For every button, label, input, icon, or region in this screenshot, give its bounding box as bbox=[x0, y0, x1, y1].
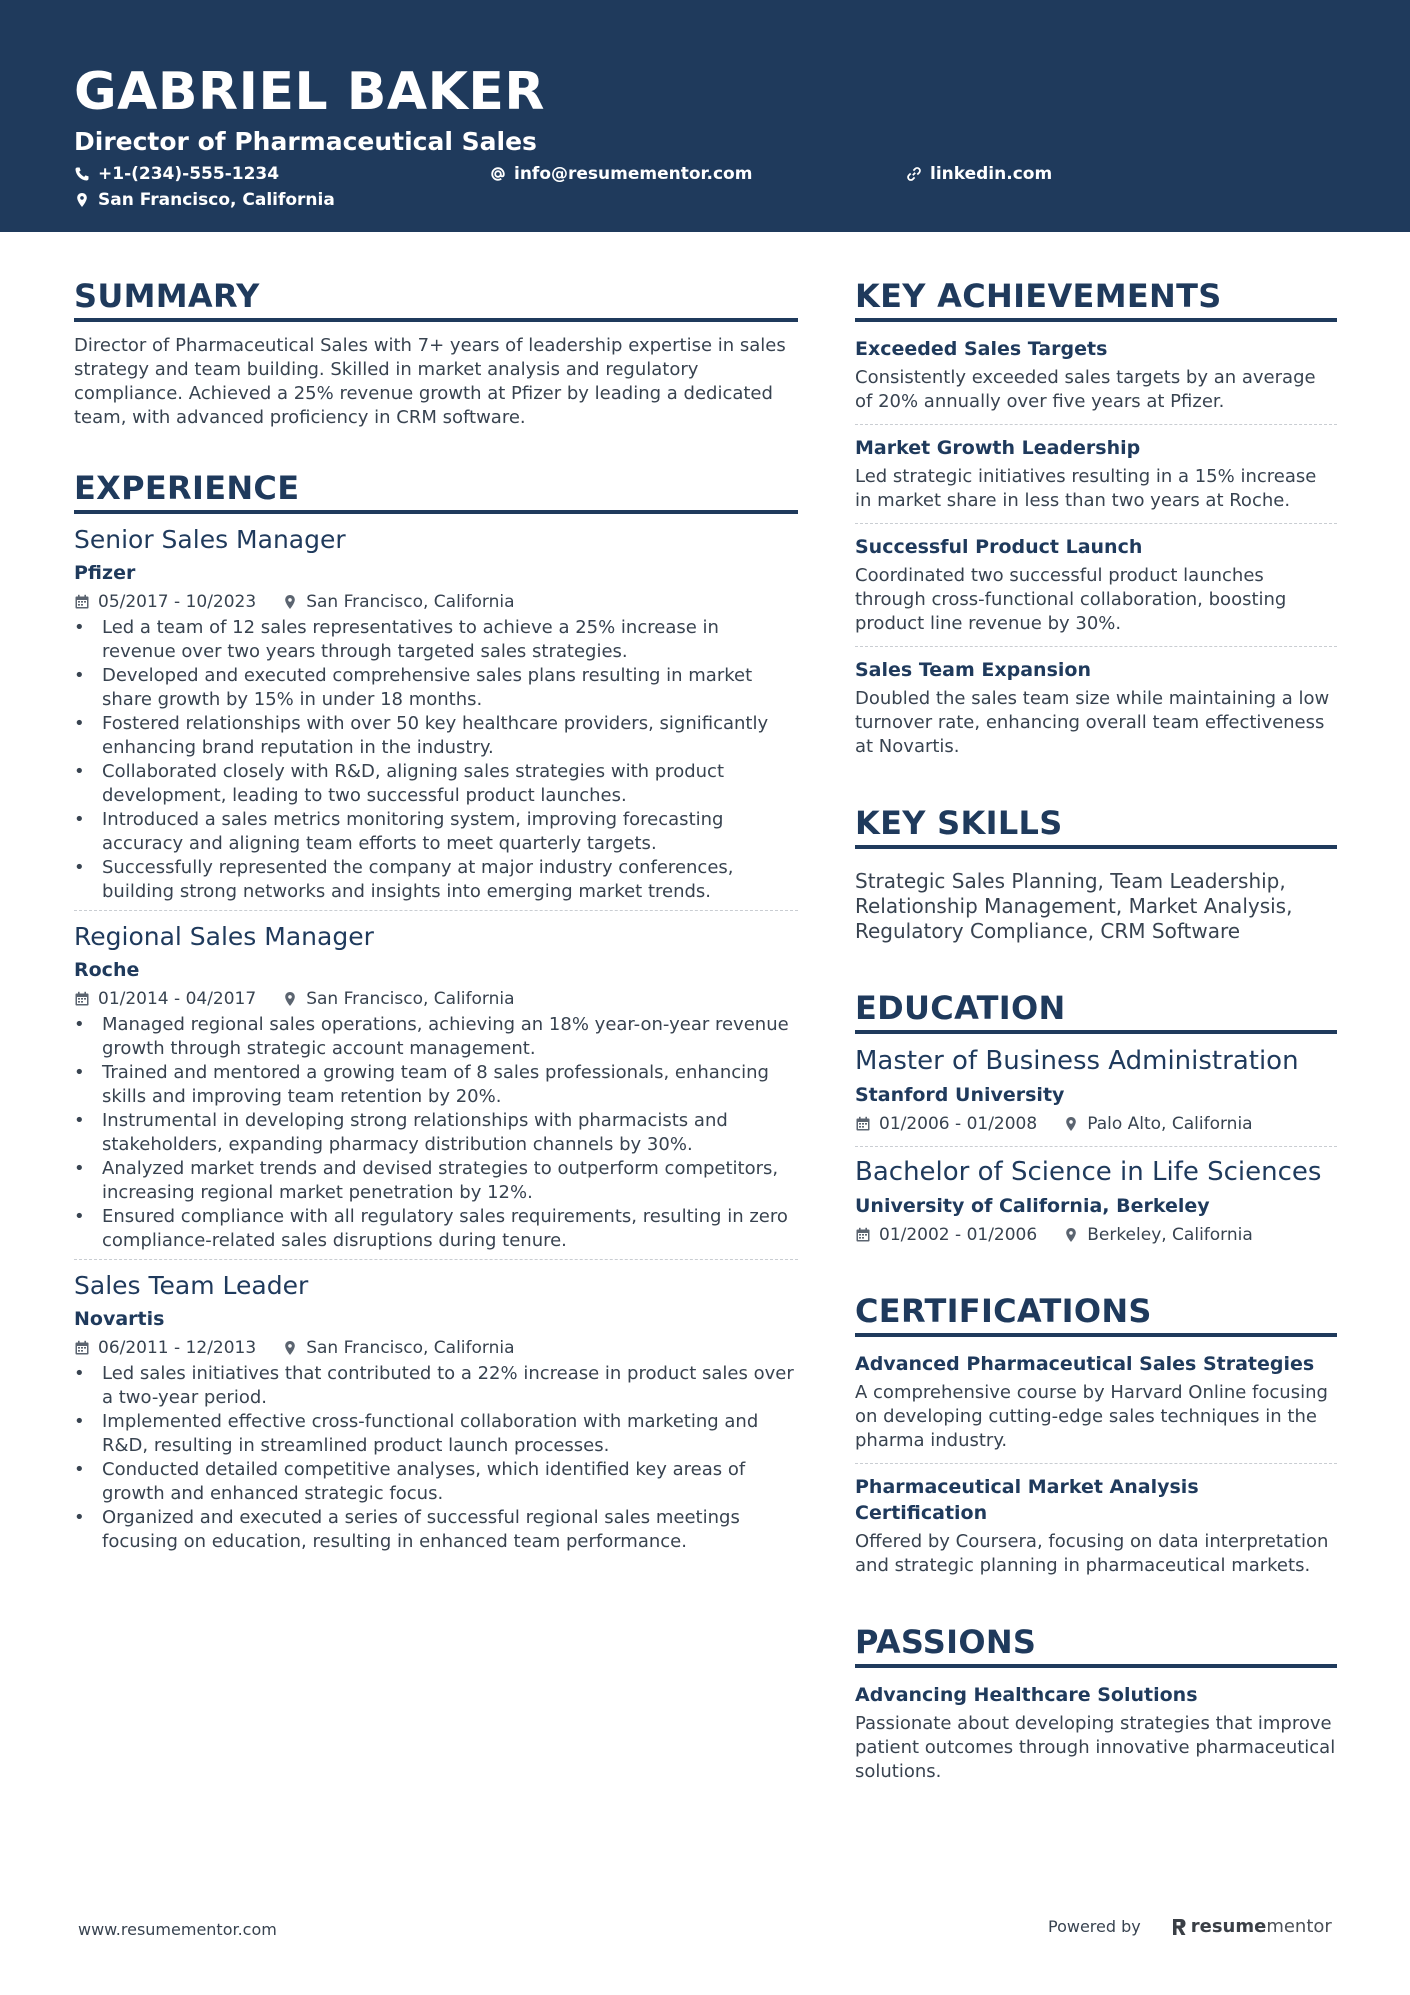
section-heading-skills: KEY SKILLS bbox=[855, 803, 1337, 849]
achievement-text: Consistently exceeded sales targets by an average of 20% annually over five years at Pfizer. bbox=[855, 367, 1316, 412]
candidate-name: GABRIEL BAKER bbox=[74, 62, 545, 122]
location-pin-icon bbox=[74, 192, 90, 208]
location-pin-icon bbox=[1063, 1227, 1079, 1243]
phone-icon bbox=[74, 166, 90, 182]
section-heading-education: EDUCATION bbox=[855, 988, 1337, 1034]
list-item: • Led sales initiatives that contributed to a 22% increase in product sales over a two-year period. bbox=[74, 1362, 798, 1410]
location-text: San Francisco, California bbox=[98, 190, 335, 210]
certification-item bbox=[855, 1470, 1337, 1588]
list-item: • Ensured compliance with all regulatory sales requirements, resulting in zero compliance-related sales disruptions during tenure. bbox=[74, 1205, 798, 1253]
list-item: • Managed regional sales operations, achieving an 18% year-on-year revenue growth through strategic account management. bbox=[74, 1013, 798, 1061]
candidate-title: Director of Pharmaceutical Sales bbox=[74, 127, 537, 156]
passion-text: Passionate about developing strategies that improve patient outcomes through innovative pharmaceutical solutions. bbox=[855, 1713, 1336, 1782]
list-item: • Trained and mentored a growing team of 8 sales professionals, enhancing skills and improving team retention by 20%. bbox=[74, 1061, 798, 1109]
education-section bbox=[855, 988, 1337, 1257]
right-column bbox=[855, 276, 1337, 1800]
company-name: Novartis bbox=[74, 1308, 165, 1330]
school-name: University of California, Berkeley bbox=[855, 1195, 1210, 1217]
company-name: Pfizer bbox=[74, 562, 136, 584]
section-heading-summary: SUMMARY bbox=[74, 276, 798, 322]
degree-title: Bachelor of Science in Life Sciences bbox=[855, 1157, 1322, 1187]
school-name: Stanford University bbox=[855, 1084, 1065, 1106]
summary-text: Director of Pharmaceutical Sales with 7+ years of leadership expertise in sales strategy and team building. Skilled in market analysis and regulatory compliance. Achieved a 25% revenue growth at Pfizer by leading a dedicated team, with advanced proficiency in CRM software. bbox=[74, 335, 786, 428]
achievement-text: Doubled the sales team size while maintaining a low turnover rate, enhancing overall team effectiveness at Novartis. bbox=[855, 688, 1330, 757]
certification-text: Offered by Coursera, focusing on data interpretation and strategic planning in pharmaceutical markets. bbox=[855, 1531, 1329, 1576]
achievement-text: Coordinated two successful product launches through cross-functional collaboration, boosting product line revenue by 30%. bbox=[855, 565, 1287, 634]
experience-item bbox=[74, 1270, 798, 1554]
location-pin-icon bbox=[1063, 1116, 1079, 1132]
passions-section bbox=[855, 1622, 1337, 1794]
resumementor-logo-icon bbox=[1171, 1917, 1187, 1937]
location-pin-icon bbox=[282, 594, 298, 610]
job-title: Regional Sales Manager bbox=[74, 922, 374, 951]
achievement-item bbox=[855, 653, 1337, 769]
list-item: • Conducted detailed competitive analyses, which identified key areas of growth and enhanced strategic focus. bbox=[74, 1458, 798, 1506]
degree-title: Master of Business Administration bbox=[855, 1046, 1299, 1076]
job-dates: 06/2011 - 12/2013 bbox=[98, 1338, 257, 1358]
education-item bbox=[855, 1155, 1337, 1257]
list-item: • Analyzed market trends and devised strategies to outperform competitors, increasing regional market penetration by 12%. bbox=[74, 1157, 798, 1205]
job-dates: 05/2017 - 10/2023 bbox=[98, 592, 257, 612]
certification-title: Advanced Pharmaceutical Sales Strategies bbox=[855, 1353, 1315, 1375]
footer-website[interactable]: www.resumementor.com bbox=[78, 1920, 277, 1939]
job-title: Senior Sales Manager bbox=[74, 525, 346, 554]
calendar-icon bbox=[855, 1116, 871, 1132]
section-heading-certifications: CERTIFICATIONS bbox=[855, 1291, 1337, 1337]
list-item: • Organized and executed a series of successful regional sales meetings focusing on education, resulting in enhanced team performance. bbox=[74, 1506, 798, 1554]
list-item: • Developed and executed comprehensive sales plans resulting in market share growth by 15% in under 18 months. bbox=[74, 664, 798, 712]
company-name: Roche bbox=[74, 959, 140, 981]
certification-item bbox=[855, 1347, 1337, 1464]
divider bbox=[74, 910, 798, 911]
education-item bbox=[855, 1044, 1337, 1147]
job-location: San Francisco, California bbox=[306, 592, 515, 612]
achievement-title: Sales Team Expansion bbox=[855, 659, 1091, 681]
calendar-icon bbox=[74, 991, 90, 1007]
achievement-item bbox=[855, 431, 1337, 524]
divider bbox=[74, 1259, 798, 1260]
job-location: San Francisco, California bbox=[306, 989, 515, 1009]
section-heading-experience: EXPERIENCE bbox=[74, 468, 798, 514]
job-dates: 01/2014 - 04/2017 bbox=[98, 989, 257, 1009]
brand-logo[interactable] bbox=[1171, 1916, 1332, 1937]
calendar-icon bbox=[74, 594, 90, 610]
job-bullets bbox=[74, 1013, 798, 1253]
certification-title: Pharmaceutical Market Analysis Certification bbox=[855, 1476, 1199, 1524]
education-dates: 01/2002 - 01/2006 bbox=[879, 1225, 1038, 1245]
contact-linkedin bbox=[906, 163, 1052, 185]
experience-item bbox=[74, 524, 798, 911]
list-item: • Instrumental in developing strong relationships with pharmacists and stakeholders, expanding pharmacy distribution channels by 30%. bbox=[74, 1109, 798, 1157]
achievement-text: Led strategic initiatives resulting in a 15% increase in market share in less than two years at Roche. bbox=[855, 466, 1317, 511]
achievement-title: Successful Product Launch bbox=[855, 536, 1143, 558]
section-heading-passions: PASSIONS bbox=[855, 1622, 1337, 1668]
linkedin-link[interactable]: linkedin.com bbox=[930, 164, 1053, 184]
education-dates: 01/2006 - 01/2008 bbox=[879, 1114, 1038, 1134]
brand-name-light: mentor bbox=[1266, 1916, 1332, 1937]
contact-phone bbox=[74, 163, 279, 185]
summary-section bbox=[74, 276, 798, 430]
location-pin-icon bbox=[282, 1340, 298, 1356]
passion-item bbox=[855, 1678, 1337, 1794]
section-heading-achievements: KEY ACHIEVEMENTS bbox=[855, 276, 1337, 322]
experience-item bbox=[74, 921, 798, 1260]
job-bullets bbox=[74, 1362, 798, 1554]
contact-location bbox=[74, 189, 335, 211]
list-item: • Successfully represented the company at major industry conferences, building strong networks and insights into emerging market trends. bbox=[74, 856, 798, 904]
list-item: • Implemented effective cross-functional collaboration with marketing and R&D, resulting in streamlined product launch processes. bbox=[74, 1410, 798, 1458]
calendar-icon bbox=[74, 1340, 90, 1356]
calendar-icon bbox=[855, 1227, 871, 1243]
resume-header bbox=[0, 0, 1410, 232]
certification-text: A comprehensive course by Harvard Online focusing on developing cutting-edge sales techniques in the pharma industry. bbox=[855, 1382, 1328, 1451]
education-location: Berkeley, California bbox=[1087, 1225, 1253, 1245]
achievement-item bbox=[855, 332, 1337, 425]
powered-by-label: Powered by bbox=[1048, 1917, 1141, 1936]
job-meta bbox=[74, 987, 798, 1011]
achievement-title: Market Growth Leadership bbox=[855, 437, 1141, 459]
location-pin-icon bbox=[282, 991, 298, 1007]
list-item: • Introduced a sales metrics monitoring system, improving forecasting accuracy and aligning team efforts to meet quarterly targets. bbox=[74, 808, 798, 856]
certifications-section bbox=[855, 1291, 1337, 1588]
job-meta bbox=[74, 590, 798, 614]
job-meta bbox=[74, 1336, 798, 1360]
achievements-section bbox=[855, 276, 1337, 769]
education-meta bbox=[855, 1112, 1337, 1136]
achievement-title: Exceeded Sales Targets bbox=[855, 338, 1108, 360]
link-icon bbox=[906, 166, 922, 182]
education-location: Palo Alto, California bbox=[1087, 1114, 1253, 1134]
education-meta bbox=[855, 1223, 1337, 1247]
email-address[interactable]: info@resumementor.com bbox=[514, 164, 753, 184]
skills-text: Strategic Sales Planning, Team Leadership, Relationship Management, Market Analysis, Regulatory Compliance, CRM Software bbox=[855, 869, 1293, 943]
list-item: • Led a team of 12 sales representatives to achieve a 25% increase in revenue over two years through targeted sales strategies. bbox=[74, 616, 798, 664]
at-icon bbox=[490, 166, 506, 182]
footer-brand bbox=[1048, 1916, 1332, 1937]
achievement-item bbox=[855, 530, 1337, 647]
job-location: San Francisco, California bbox=[306, 1338, 515, 1358]
passion-title: Advancing Healthcare Solutions bbox=[855, 1684, 1198, 1706]
contact-email bbox=[490, 163, 752, 185]
left-column bbox=[74, 276, 798, 1554]
brand-name-bold: resume bbox=[1190, 1916, 1267, 1937]
experience-section bbox=[74, 468, 798, 1554]
list-item: • Fostered relationships with over 50 key healthcare providers, significantly enhancing brand reputation in the industry. bbox=[74, 712, 798, 760]
job-title: Sales Team Leader bbox=[74, 1271, 309, 1300]
phone-number: +1-(234)-555-1234 bbox=[98, 164, 280, 184]
job-bullets bbox=[74, 616, 798, 904]
list-item: • Collaborated closely with R&D, aligning sales strategies with product development, leading to two successful product launches. bbox=[74, 760, 798, 808]
skills-section bbox=[855, 803, 1337, 944]
